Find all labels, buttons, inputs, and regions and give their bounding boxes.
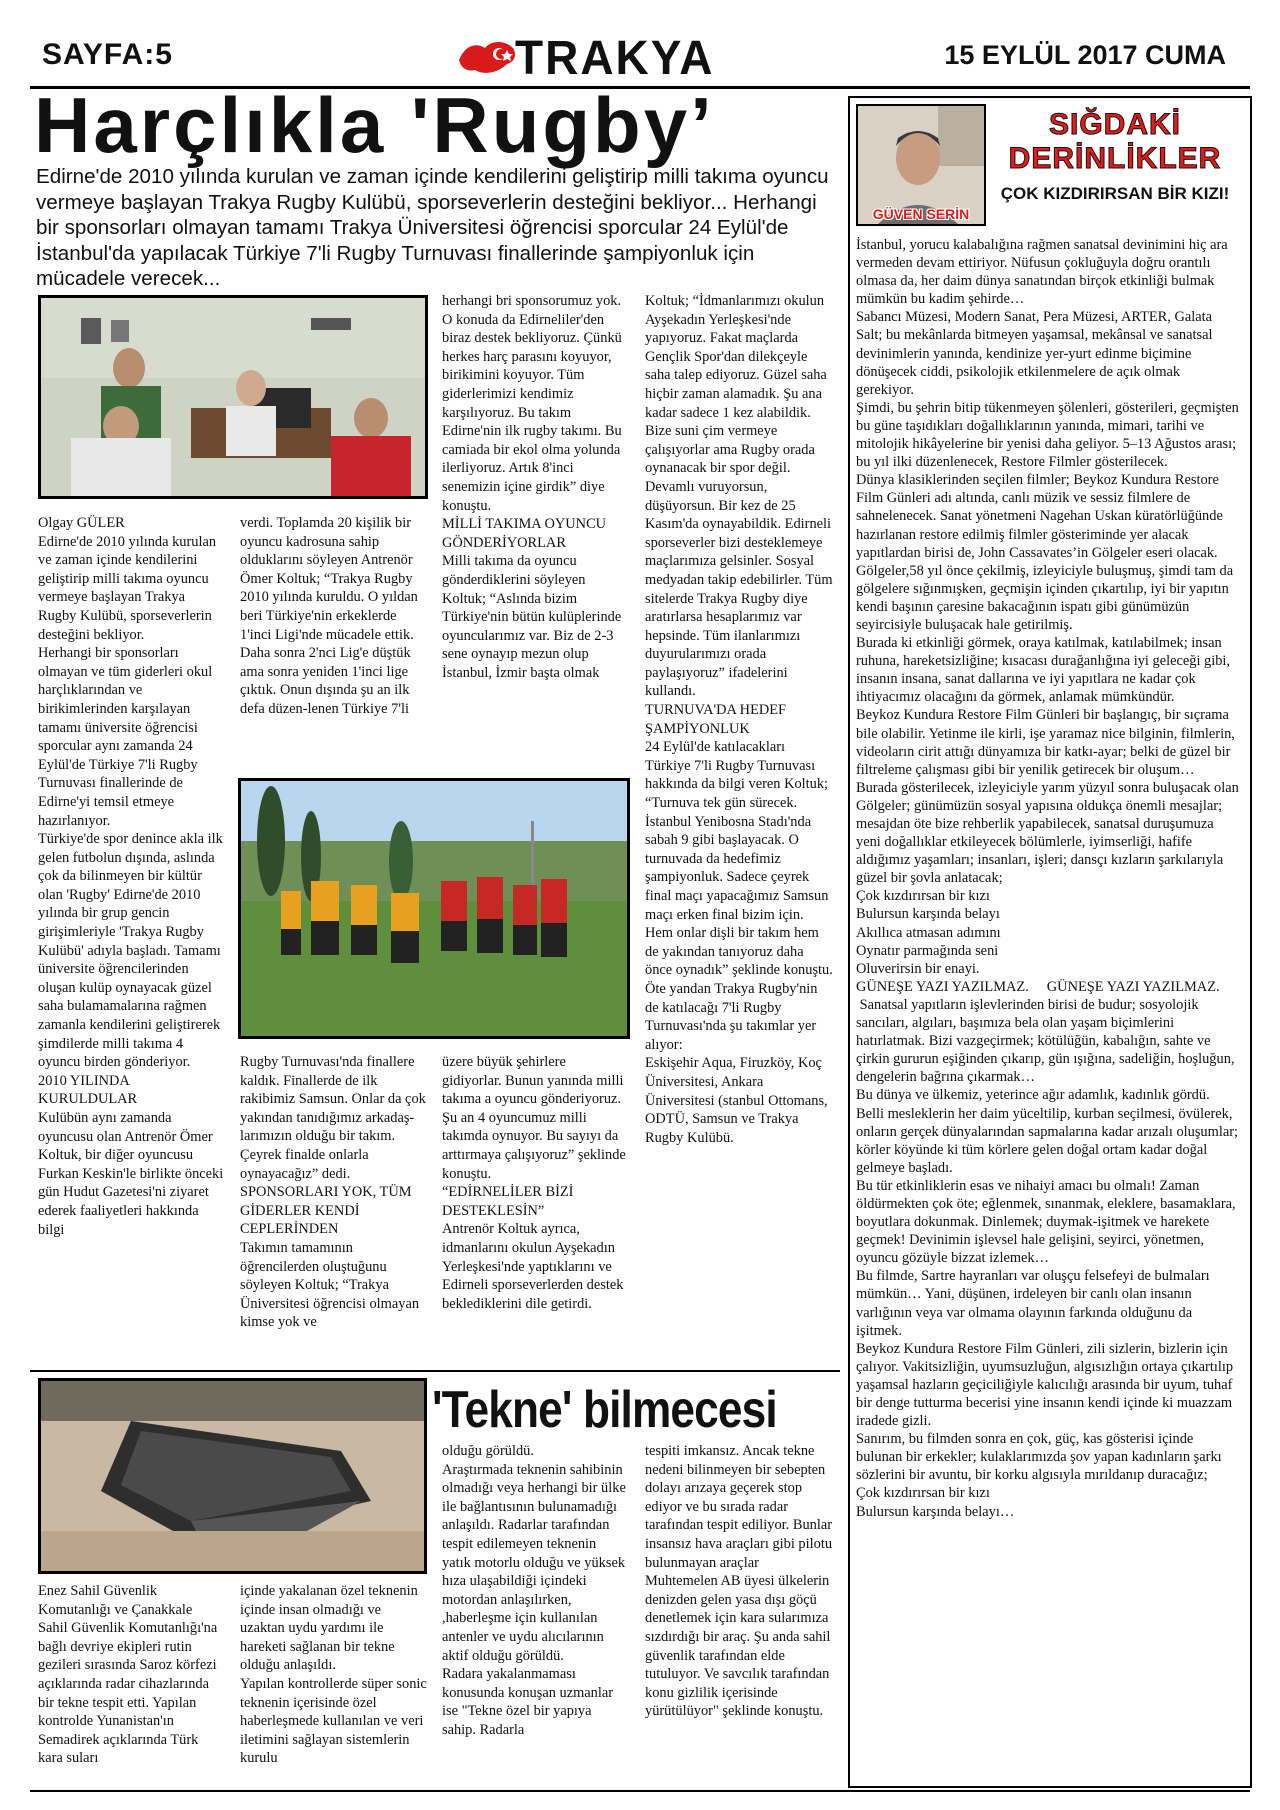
- rugby-scrum-image: [241, 781, 627, 1036]
- article1-column-4: Koltuk; “İdmanlarımızı okulun Ayşekadın Yerleşkesi'nde yapıyoruz. Fakat maçlarda Gençlik Spor'dan dilekçeyle saha talep ediyoruz. Güzel saha hiçbir zaman alamadık. Şu ana kadar sadece 1 kez alabildik. Bize suni çim vermeye çalışıyorlar ama Rugby orada oynanacak bir spor değil. Devamlı vuruyorsun, düşüyorsun. Bir kez de 25 Kasım'da oynayabildik. Edirneli sporseverler bizi desteklemeye maçlarımıza gelsinler. Sosyal medyadan takip edebilirler. Tüm sitelerde Trakya Rugby diye aratırlarsa hesaplarımız var hepsinde. Tüm ilanlarımızı duyurularımızı orada paylaşıyoruz” ifadelerini kullandı. TURNUVA'DA HEDEF ŞAMPİYONLUK 24 Eylül'de katılacakları Türkiye 7'li Rugby Turnuvası hakkında da bilgi veren Koltuk; “Turnuva tek gün sürecek. İstanbul Yenibosna Stadı'nda sabah 9 gibi başlayacak. O turnuvada da hedefimiz şampiyonluk. Sadece çeyrek final maçı yapacağımız Samsun maçı erken final bizim için. Hem onlar dişli bir takım hem de yakından tanıyoruz daha önce oynadık” şeklinde konuştu. Öte yandan Trakya Rugby'nin de katılacağı 7'li Rugby Turnuvası'nda şu takımlar yer alıyor: Eskişehir Aqua, Firuzköy, Koç Üniversitesi, Ankara Üniversitesi (stanbul Ottomans, ODTÜ, Samsun ve Trakya Rugby Kulübü.: [645, 293, 833, 1146]
- article1-column-3a: herhangi bri sponsorumuz yok. O konuda da Edirneliler'den biraz destek bekliyoruz. Çünkü herkes harç parasını koyuyor, birikimini koyuyor. Tüm giderlerimizi kendimiz karşılıyoruz. Bu takım Edirne'nin ilk rugby takımı. Bu camiada bir ekol olma yolunda ilerliyoruz. Artık 8'inci senemizin içine girdik” diye konuştu. MİLLİ TAKIMA OYUNCU GÖNDERİYORLAR Milli takıma da oyuncu gönderdiklerini söyleyen Koltuk; “Aslında bizim Türkiye'nin bütün kulüplerinde oyuncularımız var. Biz de 2-3 sene oynayıp mezun olup İstanbul, İzmir başta olmak: [442, 293, 622, 681]
- page-number: SAYFA:5: [42, 38, 173, 71]
- article-headline: Harçlıkla 'Rugby’: [34, 81, 715, 169]
- tekne-headline: 'Tekne' bilmecesi: [432, 1381, 777, 1439]
- turkey-map-logo-icon: [455, 32, 523, 82]
- tekne-column-2: içinde yakalanan özel teknenin içinde insan olmadığı ve uzaktan uydu yardımı ile hareketi sağlanan bir tekne olduğu anlaşıldı. Yapılan kontrollerde süper sonic teknenin içerisinde özel haberleşmede kullanılan ve veri iletimini sağlayan sistemlerin kurulu: [240, 1583, 427, 1767]
- rugby-match-photo: [238, 778, 630, 1039]
- author-photo: [856, 104, 986, 226]
- column-title-2: DERİNLİKLER: [1008, 142, 1222, 175]
- office-scene-image: [41, 298, 425, 496]
- team-office-photo: [38, 295, 428, 499]
- logo-text: TRAKYA: [515, 29, 715, 85]
- article1-column-2b: Rugby Turnuvası'nda finallere kaldık. Finallerde de ilk rakibimiz Samsun. Onlar da çok yakından tanıdığımız arkadaş-larımızın olduğu bir takım. Çeyrek finalde onlarla oynayacağız” dedi. SPONSORLARI YOK, TÜM GİDERLER KENDİ CEPLERİNDEN Takımın tamamının öğrencilerden oluştuğunu söyleyen Koltuk; “Trakya Üniversitesi öğrencisi olmayan kimse yok ve: [240, 1054, 426, 1331]
- tekne-column-3: olduğu görüldü. Araştırmada teknenin sahibinin olmadığı veya herhangi bir ülke ile bağlantısının bulunamadığı anlaşıldı. Radarlar tarafından tespit edilemeyen teknenin yatık motorlu olduğu ve yüksek hıza ulaşabildiği içindeki motordan anlaşılırken, ,haberleşme için kullanılan antenler ve uydu alıcılarının aktif olduğu görüldü. Radara yakalanmaması konusunda konuşan uzmanlar ise "Tekne özel bir yapıya sahip. Radarla: [442, 1443, 626, 1738]
- column-body: İstanbul, yorucu kalabalığına rağmen sanatsal devinimini hiç ara vermeden devam ettiriyor. Nüfusun çokluğuyla doğru orantılı olmasa da, her daim dünya sanatından birçok etkinliği bulmak mümkün bu kadim şehirde… Sabancı Müzesi, Modern Sanat, Pera Müzesi, ARTER, Galata Salt; bu mekânlarda bitmeyen yaşamsal, mekânsal ve sanatsal devinimlerin yanında, kendinize yer-yurt edinme biçimine dönüşecek ciddi, psikolojik etkilenmelere de açık olmak gerekiyor. Şimdi, bu şehrin bitip tükenmeyen şölenleri, gösterileri, geçmişten bu güne taşıdıkları doğallıklarının yanında, mimari, tarihi ve mitolojik hikâyelerine bir yenisi daha geliyor. 5–13 Ağustos arası; bu yıl ilki düzenlenecek, Restore Filmler gösterilecek. Dünya klasiklerinden seçilen filmler; Beykoz Kundura Restore Film Günleri adı altında, canlı müzik ve sessiz filmlere de sahnelenecek. Sanat yönetmeni Nagehan Uskan küratörlüğünde hazırlanan restore edilmiş filmler gösteriminde yer alacak yapıtlardan birisi de, John Cassavates’in Gölgeler eseri olacak. Gölgeler,58 yıl önce çekilmiş, izleyiciyle buluşmuş, şimdi tam da gölgelere sığınmışken, geçmişin içinden çıkartılıp, iyi bir yapıtın kendi başının çaresine bakacağının ispatı gibi günümüzün seyircisiyle buluşacak hale getirilmiş. Burada ki etkinliği görmek, oraya katılmak, katılabilmek; insan ruhuna, hareketsizliğine; kısacası durağanlığına iyi geleceği gibi, insanın insana, sanat dallarına ve iyi yapıtlara ne kadar çok ihtiyacımız olacağını da görmek, anlamak mümkündür. Beykoz Kundura Restore Film Günleri bir başlangıç, bir sıçrama bile olabilir. Yetinme ile kirli, işe yaramaz nice bilginin, filmlerin, videoların cirit attığı dünyamıza bir katkı-ayar; belki de güzel bir filtreleme çalışması gibi bir yenilik getirecek bir oluşum… Burada gösterilecek, izleyiciyle yarım yüzyıl sonra buluşacak olan Gölgeler; günümüzün sosyal yapısına oldukça önemli mesajlar; mesajdan öte bize rehberlik yapabilecek, sanatsal duruşumuza yeni doğallıklar etkileyecek bölümlerle, iyimserliği, hafife aldığımız yaşamları; insanları, işleri; dansçı kızların şarkılarıyla güzel bir şovla anlatacak; Çok kızdırırsan bir kızı Bulursun karşında belayı Akıllıca atmasan adımını Oynatır parmağında seni Oluverirsin bir enayi. GÜNEŞE YAZI YAZILMAZ. GÜNEŞE YAZI YAZILMAZ. Sanatsal yapıtların işlevlerinden birisi de budur; sosyolojik sancıları, algıları, başımıza bela olan yaşam biçimlerini hatırlatmak. Bizi vazgeçirmek; kötülüğün, kabalığın, sahte ve çirkin gururun eşiğinden çıkarıp, gün ışığına, sadeliğin, hoşluğun, dengelerin bağrına çıkarmak… Bu dünya ve ülkemiz, yeterince ağır adamlık, kadınlık gördü. Belli mesleklerin her daim yüceltilip, kurban seçilmesi, övülerek, onların gerçek dünyalarından sapmalarına kadar arızalı oluşumlar; körler köyünde ki tüm körlere gelen doğal ortam kadar doğal gelmeye başladı. Bu tür etkinliklerin esas ve nihaiyi amacı bu olmalı! Zaman öldürmekten çok öte; eğlenmek, sınanmak, eleklere, basamaklara, boyutlara dokunmak. Dinlemek; duymak-işitmek ve harekete geçmek! Devinimin işlevsel hale gelişini, seyirci, yönetmen, oyuncu gözüyle bizzat izlemek… Bu filmde, Sartre hayranları var oluşçu felsefeyi de bulmaları mümkün… Yani, düşünen, irdeleyen bir canlı olan insanın varlığının veya var olmama olayının farkında olduğunu da işitmek. Beykoz Kundura Restore Film Günleri, zili sizlerin, bizlerin için çalıyor. Vakitsizliğin, uyumsuzluğun, algısızlığın ortaya çıkartılıp yaşamsal hazların geçiciliğiyle kalıcılığı arasında bir uyum, tuhaf bir denge tutturma becerisi yine insanın kendi içinde ki muazzam iradede gizli. Sanırım, bu filmden sonra en çok, güç, kas gösterisi içinde bulunan bir erkekler; kulaklarımızda şov yapan kadınların şarkı sözlerini bir avuntu, bir korku algısıyla mırıldanıp duracağız; Çok kızdırırsan bir kızı Bulursun karşında belayı…: [856, 237, 1239, 1520]
- tekne-column-4: tespiti imkansız. Ancak tekne nedeni bilinmeyen bir sebepten dolayı arızaya geçerek stop ediyor ve bu sırada radar tarafından tespit ediliyor. Bunlar insansız hava araçları gibi pilotu bulunmayan araçlar Muhtemelen AB üyesi ülkelerin denizden gelen yasa dışı göçü denetlemek için kara sularımıza sızdırdığı bir araç. Şu anda sahil güvenlik tarafından elde tutuluyor. Ve savcılık tarafından konu gizlilik içerisinde yürütülüyor" şeklinde konuştu.: [645, 1443, 836, 1720]
- article-lead: Edirne'de 2010 yılında kurulan ve zaman içinde kendilerini geliştirip milli takıma oyuncu vermeye başlayan Trakya Rugby Kulübü, sporseverlerin desteğini bekliyor... Herhangi bir sponsorları olmayan tamamı Trakya Üniversitesi öğrencisi sporcular 24 Eylül'de İstanbul'da yapılacak Türkiye 7'li Rugby Turnuvası finallerinde şampiyonluk için mücadele verecek...: [36, 165, 829, 290]
- author-name: GÜVEN SERİN: [872, 206, 970, 222]
- section-divider: [30, 1370, 840, 1372]
- boat-photo: [38, 1378, 427, 1574]
- column-title-1: SIĞDAKİ: [1048, 108, 1181, 141]
- newspaper-logo: [455, 29, 755, 85]
- abandoned-boat-image: [41, 1381, 424, 1571]
- tekne-column-1: Enez Sahil Güvenlik Komutanlığı ve Çanakkale Sahil Güvenlik Komutanlığı'na bağlı devriye ekipleri rutin gezileri sırasında Saroz körfezi açıklarında radar cihazlarında bir tekne tespit etti. Yapılan kontrolde Yunanistan'ın Semadirek açıklarında Türk kara suları: [38, 1583, 221, 1767]
- column-subtitle: ÇOK KIZDIRIRSAN BİR KIZI!: [1000, 184, 1230, 203]
- issue-date: 15 EYLÜL 2017 CUMA: [944, 40, 1226, 70]
- footer-rule: [30, 1790, 1250, 1792]
- article1-column-1: Olgay GÜLER Edirne'de 2010 yılında kurulan ve zaman içinde kendilerini geliştirip milli takıma oyuncu vermeye başlayan Trakya Rugby Kulübü, sporseverlerin desteğini bekliyor. Herhangi bir sponsorları olmayan ve tüm giderleri okul harçlıklarından ve birikimlerinden karşılayan tamamı üniversite öğrencisi sporcular aynı zamanda 24 Eylül'de Türkiye 7'li Rugby Turnuvası finallerinde de Edirne'yi temsil etmeye hazırlanıyor. Türkiye'de spor denince akla ilk gelen futbolun dışında, aslında çok da bilinmeyen bir kültür olan 'Rugby' Edirne'de 2010 yılında bir grup gencin girişimleriyle 'Trakya Rugby Kulübü' adıyla başladı. Tamamı üniversite öğrencilerinden oluşan kulüp oynayacak güzel saha bulamamalarına rağmen zamanla kendilerini geliştirerek şimdilerde milli takıma 4 oyuncu birden gönderiyor. 2010 YILINDA KURULDULAR Kulübün aynı zamanda oyuncusu olan Antrenör Ömer Koltuk, bir diğer oyuncusu Furkan Keskin'le birlikte önceki gün Hudut Gazetesi'ni ziyaret ederek faaliyetleri hakkında bilgi: [38, 515, 224, 1238]
- article1-column-2a: verdi. Toplamda 20 kişilik bir oyuncu kadrosuna sahip olduklarını söyleyen Antrenör Ömer Koltuk; “Trakya Rugby 2010 yılında kuruldu. O yıldan beri Türkiye'nin erkeklerde 1'inci Ligi'nde mücadele ettik. Daha sonra 2'nci Lig'e düştük ama sonra yeniden 1'inci lige çıktık. Onun dışında şu an ilk defa düzen-lenen Türkiye 7'li: [240, 515, 422, 717]
- article1-column-3b: üzere büyük şehirlere gidiyorlar. Bunun yanında milli takıma a oyuncu gönderiyoruz. Şu an 4 oyuncumuz milli takımda oynuyor. Bu sayıyı da arttırmaya çalışıyoruz” şeklinde konuştu. “EDİRNELİLER BİZİ DESTEKLESİN” Antrenör Koltuk ayrıca, idmanlarını okulun Ayşekadın Yerleşkesi'nde yaptıklarını ve Edirneli sporseverlerden destek beklediklerini dile getirdi.: [442, 1054, 626, 1312]
